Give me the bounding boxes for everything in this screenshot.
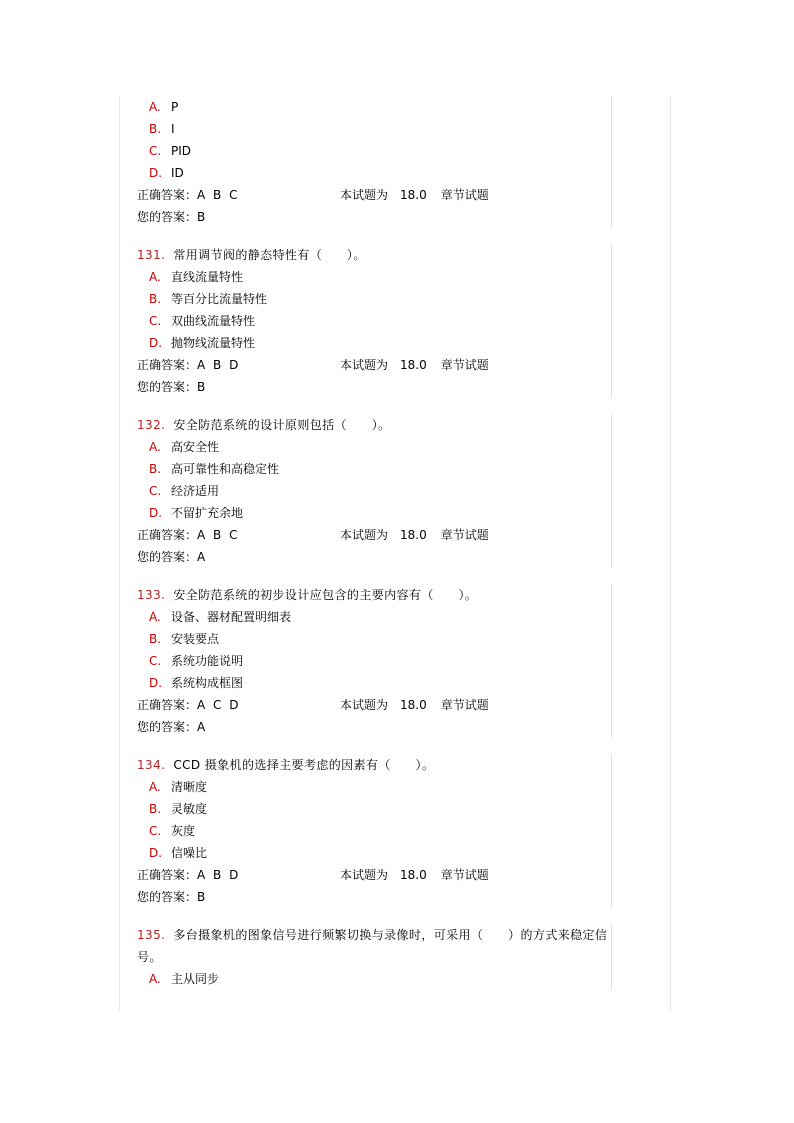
correct-answer bbox=[137, 864, 240, 886]
question-divider bbox=[611, 414, 612, 568]
option-key: D. bbox=[149, 336, 163, 350]
option-key: D. bbox=[149, 506, 163, 520]
score-info bbox=[340, 184, 489, 206]
question-divider bbox=[611, 584, 612, 738]
question-divider bbox=[611, 96, 612, 228]
correct-answer-label: 正确答案： bbox=[137, 528, 198, 542]
correct-answer-label: 正确答案： bbox=[137, 868, 198, 882]
question-text bbox=[137, 244, 613, 266]
score-value: 18.0 bbox=[400, 528, 427, 542]
correct-answer-label: 正确答案： bbox=[137, 188, 198, 202]
your-answer-row bbox=[137, 716, 613, 738]
option-item bbox=[137, 118, 613, 140]
score-info bbox=[340, 864, 489, 886]
option-text: 高安全性 bbox=[171, 440, 220, 454]
option-text: 高可靠性和高稳定性 bbox=[171, 462, 280, 476]
correct-answer-label: 正确答案： bbox=[137, 698, 198, 712]
option-text: 双曲线流量特性 bbox=[171, 314, 256, 328]
score-info bbox=[340, 524, 489, 546]
correct-answer-row bbox=[137, 694, 613, 716]
your-answer-row bbox=[137, 376, 613, 398]
your-answer-value: A bbox=[197, 550, 206, 564]
option-key: B. bbox=[149, 462, 162, 476]
question-text bbox=[137, 414, 613, 436]
option-key: B. bbox=[149, 632, 162, 646]
option-key: C. bbox=[149, 654, 162, 668]
your-answer-label: 您的答案： bbox=[137, 890, 198, 904]
option-key: C. bbox=[149, 144, 162, 158]
section-label: 章节试题 bbox=[440, 188, 489, 202]
option-item bbox=[137, 162, 613, 184]
your-answer-label: 您的答案： bbox=[137, 550, 198, 564]
correct-answer bbox=[137, 184, 239, 206]
correct-answer-row bbox=[137, 354, 613, 376]
question-block bbox=[137, 414, 613, 568]
option-key: A. bbox=[149, 972, 161, 986]
option-key: D. bbox=[149, 846, 163, 860]
score-info bbox=[340, 354, 489, 376]
option-item bbox=[137, 266, 613, 288]
option-item bbox=[137, 288, 613, 310]
correct-answer bbox=[137, 354, 240, 376]
question-number: 135. bbox=[137, 928, 166, 942]
question-block bbox=[137, 244, 613, 398]
question-stem: 常用调节阀的静态特性有（ ）。 bbox=[173, 248, 366, 262]
option-item bbox=[137, 458, 613, 480]
question-number: 132. bbox=[137, 418, 166, 432]
your-answer-row bbox=[137, 886, 613, 908]
option-key: A. bbox=[149, 270, 161, 284]
option-text: 等百分比流量特性 bbox=[171, 292, 268, 306]
option-item bbox=[137, 436, 613, 458]
section-label: 章节试题 bbox=[440, 868, 489, 882]
correct-answer bbox=[137, 694, 240, 716]
question-divider bbox=[611, 924, 612, 990]
option-item bbox=[137, 968, 613, 990]
option-text: 信噪比 bbox=[171, 846, 208, 860]
option-item bbox=[137, 140, 613, 162]
option-key: A. bbox=[149, 610, 161, 624]
question-text bbox=[137, 754, 613, 776]
option-item bbox=[137, 96, 613, 118]
option-item bbox=[137, 650, 613, 672]
option-text: 不留扩充余地 bbox=[171, 506, 244, 520]
option-text: P bbox=[171, 100, 179, 114]
question-block bbox=[137, 754, 613, 908]
score-value: 18.0 bbox=[400, 698, 427, 712]
score-prefix: 本试题为 bbox=[340, 698, 389, 712]
your-answer-value: B bbox=[197, 380, 206, 394]
your-answer-value: A bbox=[197, 720, 206, 734]
option-item bbox=[137, 606, 613, 628]
option-text: 主从同步 bbox=[171, 972, 220, 986]
correct-answer-value: A C D bbox=[197, 698, 241, 712]
correct-answer-label: 正确答案： bbox=[137, 358, 198, 372]
score-info bbox=[340, 694, 489, 716]
your-answer-value: B bbox=[197, 890, 206, 904]
score-prefix: 本试题为 bbox=[340, 358, 389, 372]
option-text: 直线流量特性 bbox=[171, 270, 244, 284]
section-label: 章节试题 bbox=[440, 528, 489, 542]
option-text: 设备、器材配置明细表 bbox=[171, 610, 292, 624]
option-key: A. bbox=[149, 780, 161, 794]
your-answer-value: B bbox=[197, 210, 206, 224]
correct-answer-value: A B D bbox=[197, 868, 241, 882]
your-answer-label: 您的答案： bbox=[137, 210, 198, 224]
correct-answer-row bbox=[137, 524, 613, 546]
score-value: 18.0 bbox=[400, 358, 427, 372]
option-text: 系统构成框图 bbox=[171, 676, 244, 690]
page-right-rule bbox=[670, 96, 671, 1011]
option-item bbox=[137, 672, 613, 694]
option-key: C. bbox=[149, 824, 162, 838]
question-stem: CCD 摄象机的选择主要考虑的因素有（ ）。 bbox=[173, 758, 435, 772]
question-divider bbox=[611, 244, 612, 398]
option-item bbox=[137, 798, 613, 820]
option-text: ID bbox=[171, 166, 184, 180]
option-text: 系统功能说明 bbox=[171, 654, 244, 668]
option-item bbox=[137, 776, 613, 798]
score-prefix: 本试题为 bbox=[340, 188, 389, 202]
option-key: A. bbox=[149, 100, 161, 114]
option-text: 清晰度 bbox=[171, 780, 208, 794]
option-item bbox=[137, 820, 613, 842]
option-key: D. bbox=[149, 166, 163, 180]
option-key: A. bbox=[149, 440, 161, 454]
question-stem: 安全防范系统的初步设计应包含的主要内容有（ ）。 bbox=[173, 588, 478, 602]
correct-answer-value: A B C bbox=[197, 528, 240, 542]
option-key: C. bbox=[149, 484, 162, 498]
question-block bbox=[137, 584, 613, 738]
option-key: B. bbox=[149, 122, 162, 136]
option-text: 灰度 bbox=[171, 824, 196, 838]
correct-answer-value: A B C bbox=[197, 188, 240, 202]
question-stem: 多台摄象机的图象信号进行频繁切换与录像时，可采用（ ）的方式来稳定信号。 bbox=[137, 928, 608, 964]
question-divider bbox=[611, 754, 612, 908]
correct-answer-value: A B D bbox=[197, 358, 241, 372]
option-key: B. bbox=[149, 292, 162, 306]
question-list bbox=[137, 96, 613, 1006]
option-key: B. bbox=[149, 802, 162, 816]
question-number: 131. bbox=[137, 248, 166, 262]
option-item bbox=[137, 332, 613, 354]
option-item bbox=[137, 480, 613, 502]
option-text: I bbox=[171, 122, 175, 136]
section-label: 章节试题 bbox=[440, 358, 489, 372]
option-text: 抛物线流量特性 bbox=[171, 336, 256, 350]
option-text: PID bbox=[171, 144, 192, 158]
your-answer-label: 您的答案： bbox=[137, 380, 198, 394]
correct-answer-row bbox=[137, 864, 613, 886]
question-block bbox=[137, 924, 613, 990]
question-stem: 安全防范系统的设计原则包括（ ）。 bbox=[173, 418, 391, 432]
option-text: 安装要点 bbox=[171, 632, 220, 646]
option-item bbox=[137, 310, 613, 332]
option-item bbox=[137, 842, 613, 864]
question-text bbox=[137, 584, 613, 606]
option-key: C. bbox=[149, 314, 162, 328]
your-answer-row bbox=[137, 206, 613, 228]
score-prefix: 本试题为 bbox=[340, 868, 389, 882]
correct-answer bbox=[137, 524, 239, 546]
question-block bbox=[137, 96, 613, 228]
option-key: D. bbox=[149, 676, 163, 690]
option-item bbox=[137, 502, 613, 524]
option-item bbox=[137, 628, 613, 650]
score-value: 18.0 bbox=[400, 188, 427, 202]
score-value: 18.0 bbox=[400, 868, 427, 882]
option-text: 灵敏度 bbox=[171, 802, 208, 816]
your-answer-row bbox=[137, 546, 613, 568]
question-number: 134. bbox=[137, 758, 166, 772]
option-text: 经济适用 bbox=[171, 484, 220, 498]
page-left-rule bbox=[119, 96, 120, 1011]
score-prefix: 本试题为 bbox=[340, 528, 389, 542]
your-answer-label: 您的答案： bbox=[137, 720, 198, 734]
section-label: 章节试题 bbox=[440, 698, 489, 712]
question-number: 133. bbox=[137, 588, 166, 602]
correct-answer-row bbox=[137, 184, 613, 206]
question-text bbox=[137, 924, 613, 968]
